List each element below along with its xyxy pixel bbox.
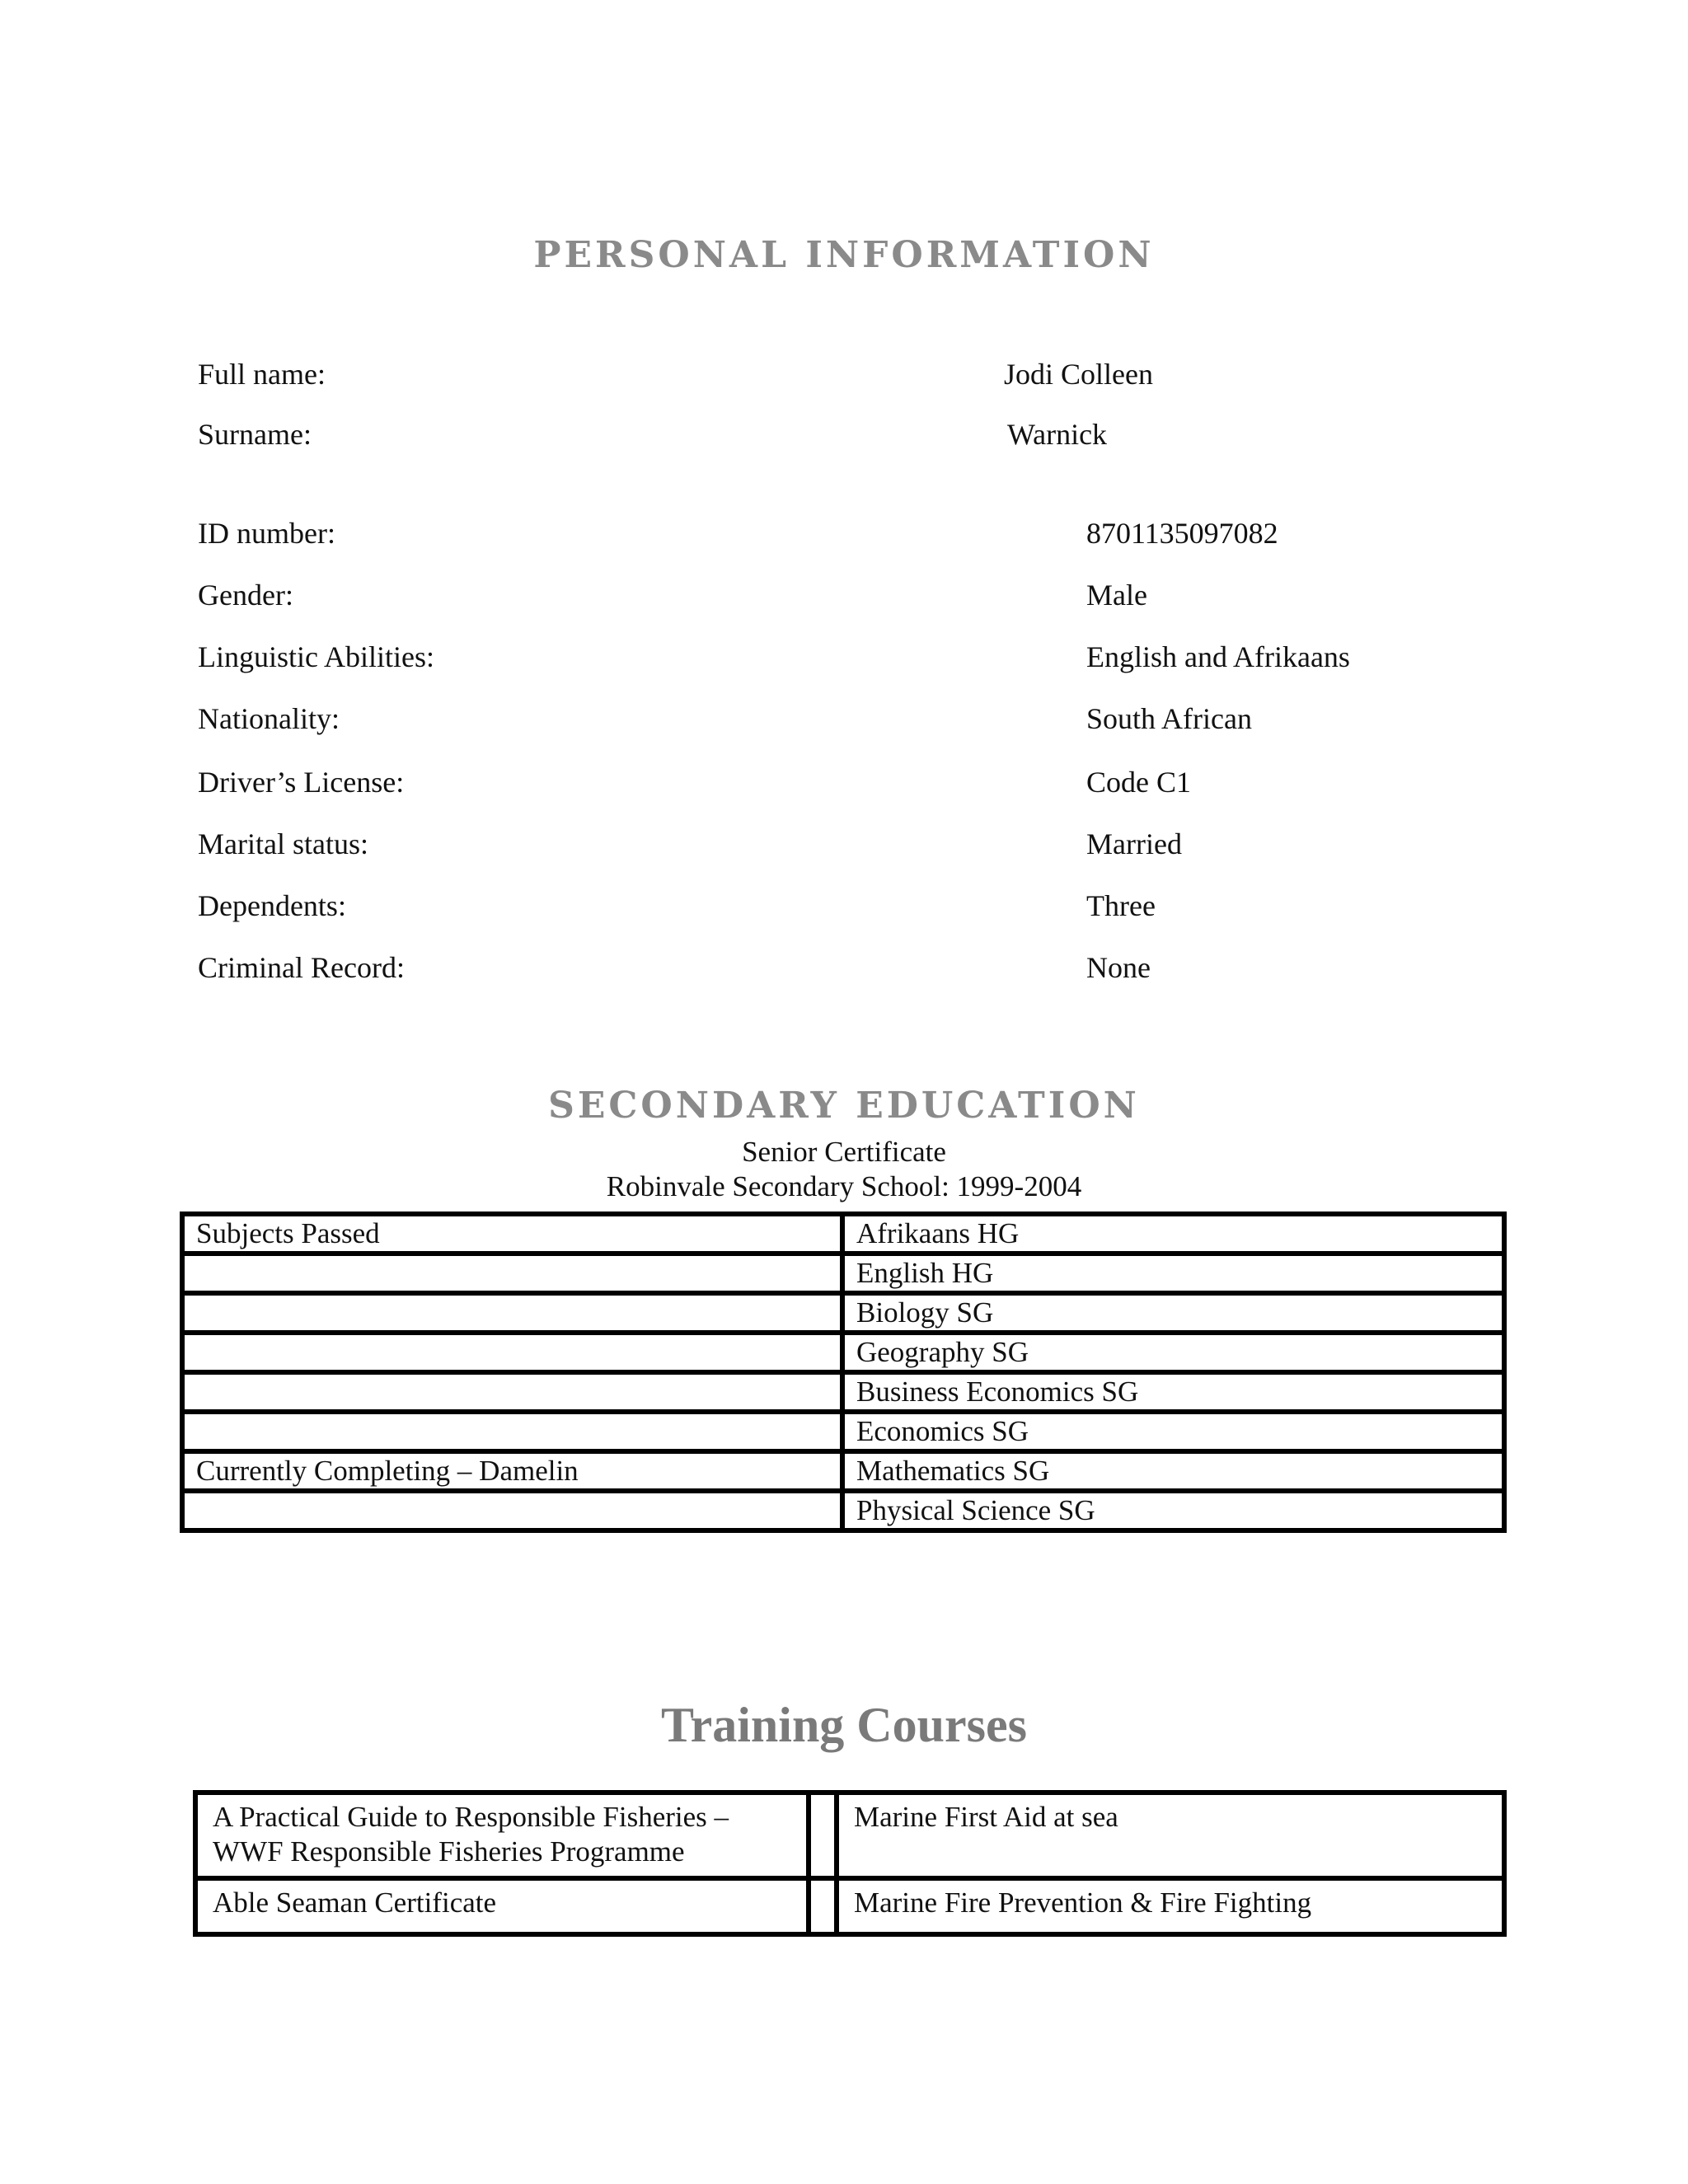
secondary-education-heading: SECONDARY EDUCATION <box>548 1085 1140 1127</box>
subjects-table <box>180 1212 1507 1533</box>
table-cell-subject: Afrikaans HG <box>845 1216 1502 1251</box>
table-row <box>185 1454 1502 1488</box>
field-label: ID number: <box>198 517 335 550</box>
training-courses-table <box>193 1790 1507 1937</box>
field-value: 8701135097082 <box>1086 517 1278 550</box>
table-row <box>198 1795 1502 1876</box>
field-label: Dependents: <box>198 889 346 922</box>
field-label: Gender: <box>198 579 293 612</box>
table-cell-subject: Mathematics SG <box>845 1454 1502 1488</box>
field-label: Full name: <box>198 358 326 391</box>
field-surname <box>0 415 1688 454</box>
table-cell-left <box>185 1296 840 1330</box>
table-cell-subject: Economics SG <box>845 1414 1502 1449</box>
table-spacer-cell <box>811 1795 834 1876</box>
field-label: Nationality: <box>198 702 340 735</box>
table-cell-subject: Biology SG <box>845 1296 1502 1330</box>
school-name: Robinvale Secondary School: 1999-2004 <box>606 1170 1082 1202</box>
field-label: Criminal Record: <box>198 951 405 984</box>
course-cell: A Practical Guide to Responsible Fisheries – WWF Responsible Fisheries Programme <box>198 1795 806 1876</box>
field-value: Warnick <box>1007 418 1108 451</box>
table-row <box>185 1256 1502 1291</box>
field-value: Married <box>1086 827 1182 860</box>
field-label: Surname: <box>198 418 312 451</box>
field-label: Driver’s License: <box>198 766 405 799</box>
field-value: Code C1 <box>1086 766 1192 799</box>
table-cell-subject: English HG <box>845 1256 1502 1291</box>
field-marital-status <box>0 824 1688 864</box>
field-id-number <box>0 513 1688 553</box>
table-cell-left: Subjects Passed <box>185 1216 840 1251</box>
field-value: Jodi Colleen <box>1004 358 1153 391</box>
table-row <box>185 1493 1502 1528</box>
course-cell: Marine Fire Prevention & Fire Fighting <box>839 1881 1502 1932</box>
field-value: Three <box>1086 889 1156 922</box>
field-value: English and Afrikaans <box>1086 640 1350 673</box>
field-nationality <box>0 699 1688 738</box>
training-courses-heading: Training Courses <box>661 1698 1027 1752</box>
field-value: None <box>1086 951 1151 984</box>
field-dependents <box>0 886 1688 926</box>
table-row <box>185 1414 1502 1449</box>
table-cell-left <box>185 1414 840 1449</box>
field-label: Linguistic Abilities: <box>198 640 434 673</box>
table-cell-subject: Geography SG <box>845 1335 1502 1370</box>
field-gender <box>0 575 1688 615</box>
table-row <box>185 1216 1502 1251</box>
field-linguistic-abilities <box>0 637 1688 677</box>
field-value: South African <box>1086 702 1252 735</box>
table-row <box>185 1296 1502 1330</box>
table-cell-left <box>185 1375 840 1409</box>
field-value: Male <box>1086 579 1147 612</box>
table-cell-left: Currently Completing – Damelin <box>185 1454 840 1488</box>
table-cell-subject: Physical Science SG <box>845 1493 1502 1528</box>
certificate-name: Senior Certificate <box>742 1136 946 1168</box>
personal-information-heading: PERSONAL INFORMATION <box>533 234 1155 276</box>
field-label: Marital status: <box>198 827 368 860</box>
course-cell: Marine First Aid at sea <box>839 1795 1502 1876</box>
table-spacer-cell <box>811 1881 834 1932</box>
table-row <box>198 1881 1502 1932</box>
table-cell-left <box>185 1256 840 1291</box>
course-cell: Able Seaman Certificate <box>198 1881 806 1932</box>
table-row <box>185 1375 1502 1409</box>
table-cell-left <box>185 1335 840 1370</box>
field-full-name <box>0 354 1688 394</box>
table-cell-left <box>185 1493 840 1528</box>
table-cell-subject: Business Economics SG <box>845 1375 1502 1409</box>
table-row <box>185 1335 1502 1370</box>
field-criminal-record <box>0 948 1688 987</box>
field-drivers-license <box>0 762 1688 802</box>
